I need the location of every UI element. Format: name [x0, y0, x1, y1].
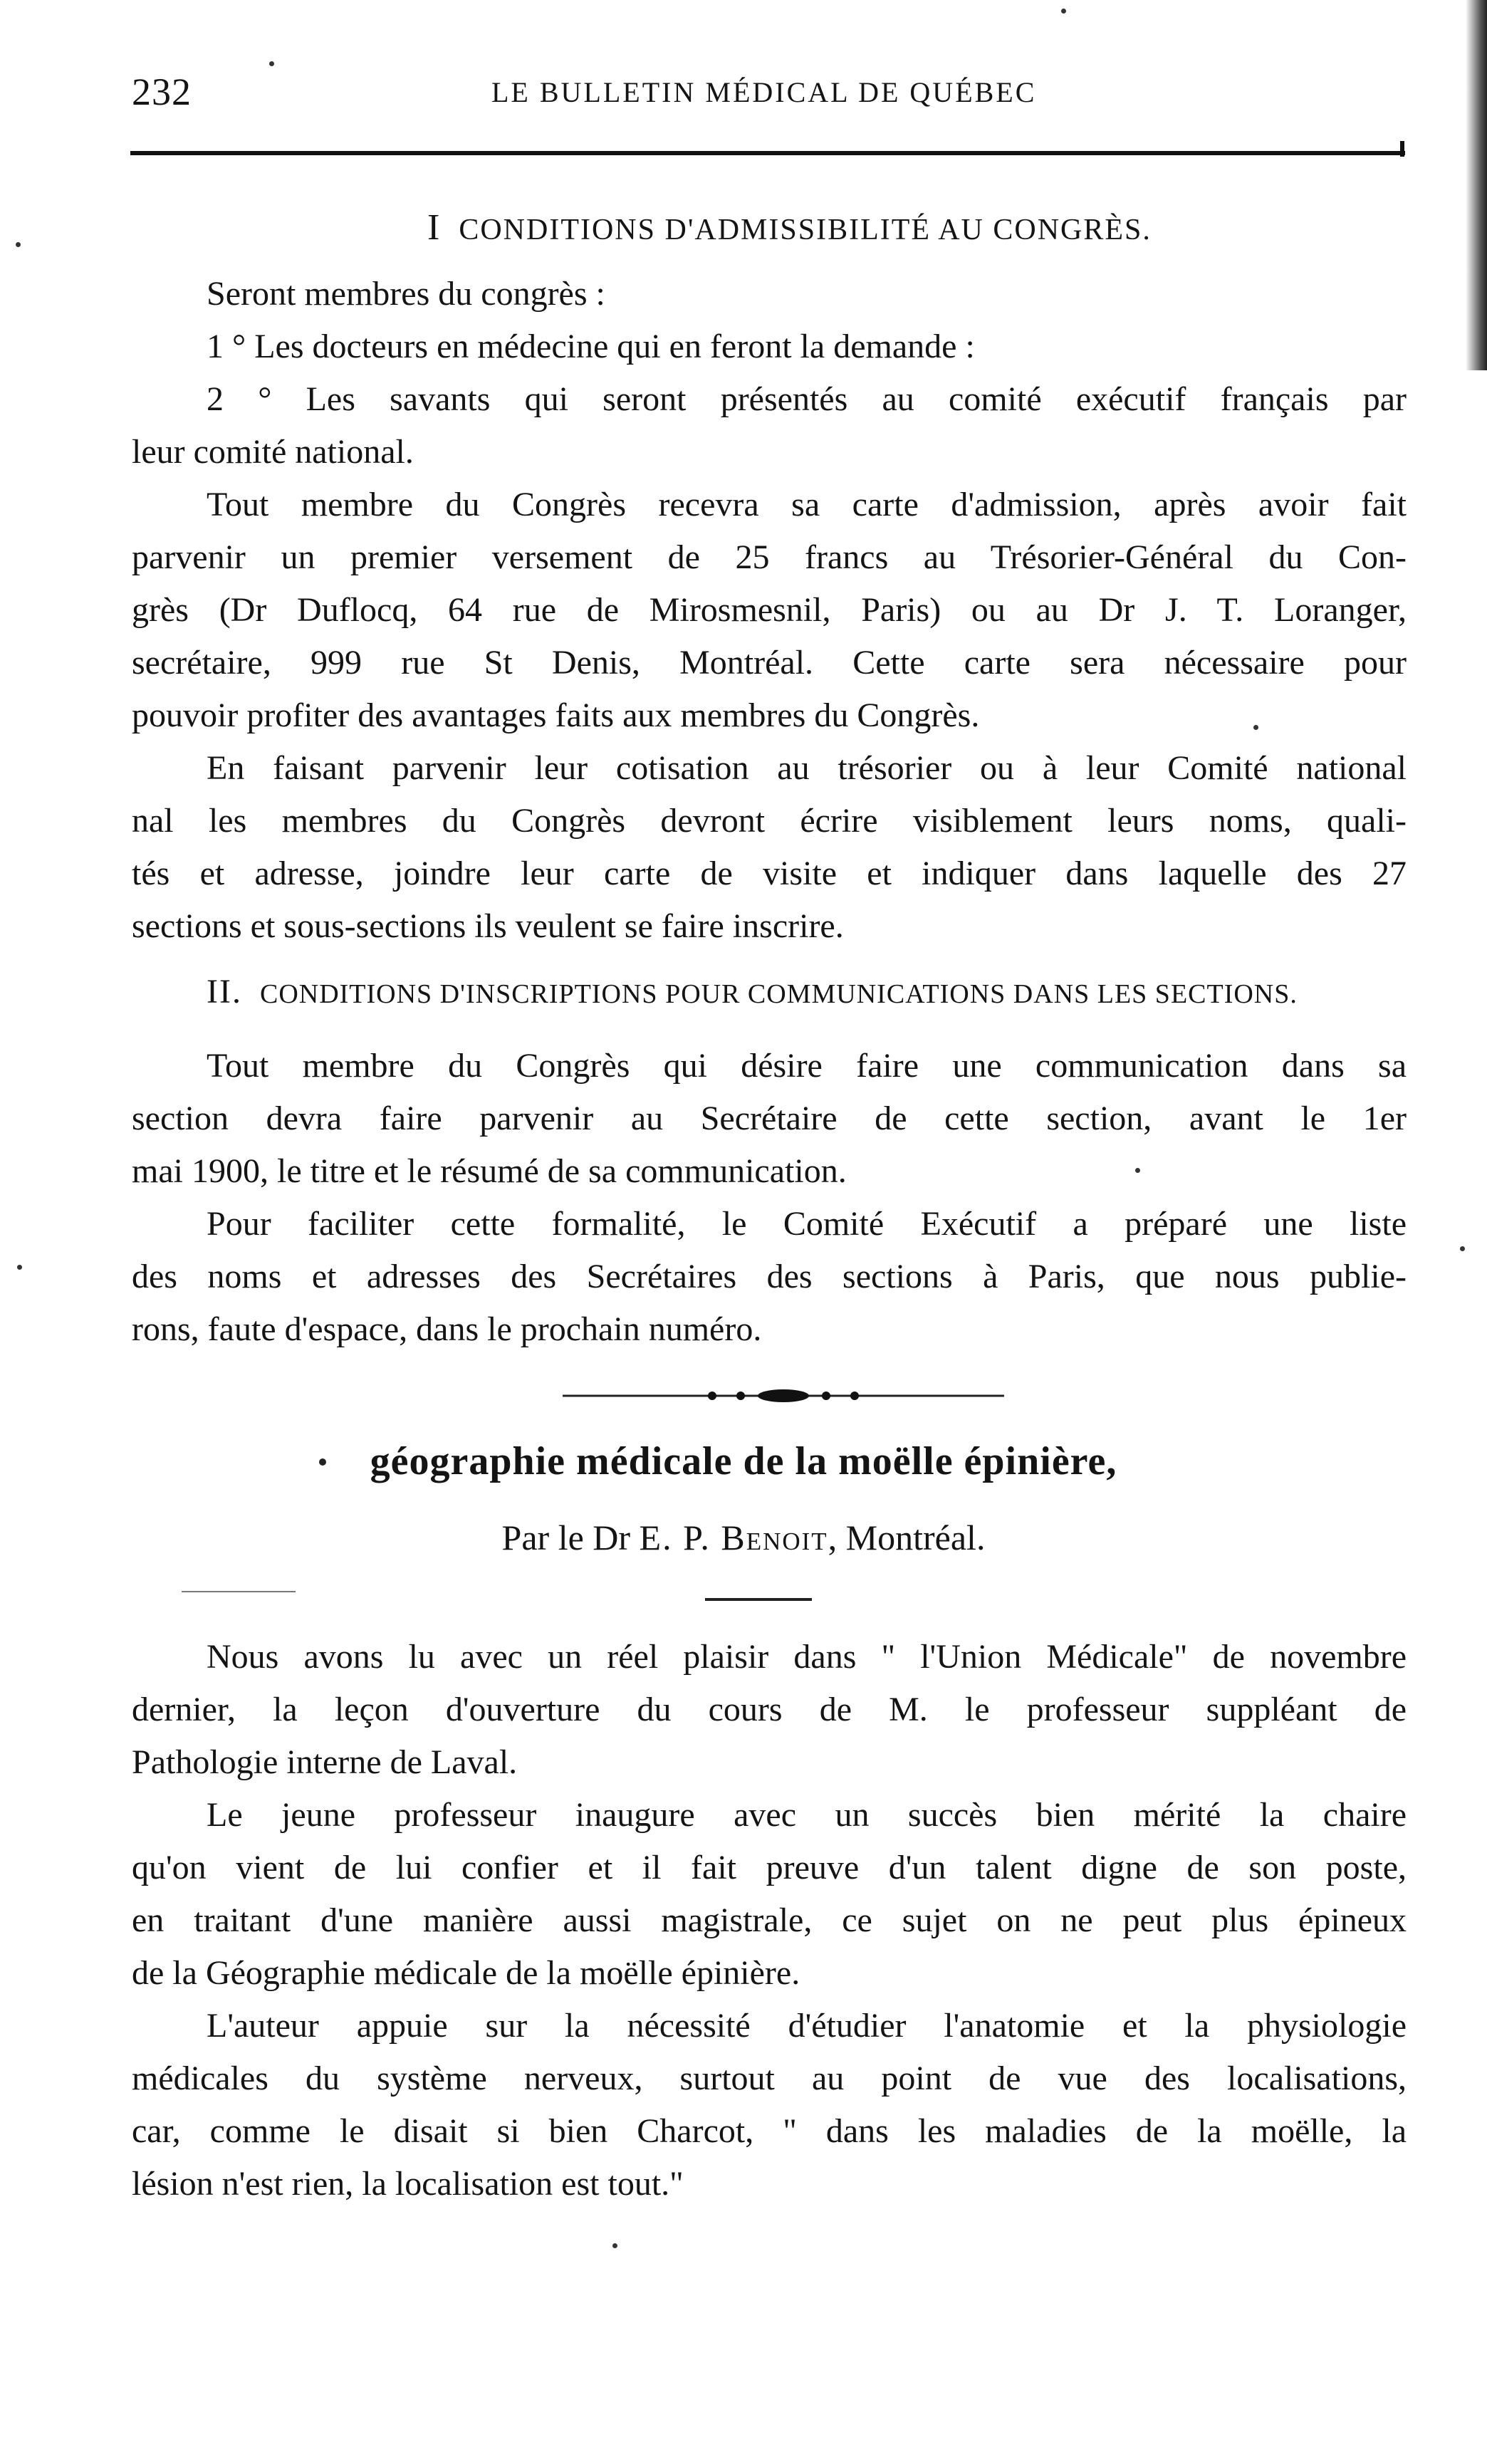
- paragraph-line: dernier, la leçon d'ouverture du cours de M. le professeur suppléant de: [132, 1691, 1407, 1728]
- paragraph-line: Tout membre du Congrès qui désire faire une communication dans sa: [207, 1047, 1407, 1085]
- paragraph-line: Pathologie interne de Laval.: [132, 1743, 518, 1781]
- paragraph-line: section devra faire parvenir au Secrétaire de cette section, avant le 1er: [132, 1100, 1407, 1137]
- paragraph-line: sections et sous-sections ils veulent se faire inscrire.: [132, 907, 844, 945]
- paragraph-line: Pour faciliter cette formalité, le Comité Exécutif a préparé une liste: [207, 1205, 1407, 1243]
- paragraph-line: lésion n'est rien, la localisation est tout.": [132, 2165, 684, 2203]
- paragraph-line: qu'on vient de lui confier et il fait preuve d'un talent digne de son poste,: [132, 1849, 1407, 1886]
- faint-rule: [182, 1591, 296, 1592]
- paragraph-line: 1 ° Les docteurs en médecine qui en feront la demande :: [207, 328, 975, 365]
- scan-speck: [612, 2243, 617, 2248]
- paragraph-line: 2 ° Les savants qui seront présentés au comité exécutif français par: [207, 380, 1407, 418]
- scan-speck: [1061, 9, 1066, 14]
- paragraph-line: parvenir un premier versement de 25 francs au Trésorier-Général du Con-: [132, 538, 1407, 576]
- paragraph-line: secrétaire, 999 rue St Denis, Montréal. Cette carte sera nécessaire pour: [132, 644, 1407, 682]
- article-byline: [0, 1517, 1487, 1558]
- scan-speck: [269, 61, 274, 66]
- section-1-heading: [427, 207, 1152, 249]
- page-number: 232: [132, 71, 192, 113]
- paragraph-line: Le jeune professeur inaugure avec un succès bien mérité la chaire: [207, 1796, 1407, 1834]
- paragraph-line: rons, faute d'espace, dans le prochain numéro.: [132, 1310, 762, 1348]
- section-2-heading: [207, 972, 1298, 1011]
- paragraph-line: de la Géographie médicale de la moëlle épinière.: [132, 1954, 800, 1992]
- article-title: géographie médicale de la moëlle épinière,: [370, 1439, 1117, 1483]
- paragraph-line: car, comme le disait si bien Charcot, " dans les maladies de la moëlle, la: [132, 2112, 1407, 2150]
- scan-speck: [1460, 1246, 1465, 1251]
- paragraph-line: Tout membre du Congrès recevra sa carte d'admission, après avoir fait: [207, 486, 1407, 523]
- header-rule: [130, 151, 1405, 155]
- scan-speck: [16, 242, 21, 247]
- section-2-numeral: II.: [207, 973, 242, 1011]
- page-header: [0, 66, 1487, 122]
- paragraph-line: mai 1900, le titre et le résumé de sa communication.: [132, 1152, 847, 1190]
- header-rule-cap: [1400, 141, 1404, 157]
- paragraph-line: Nous avons lu avec un réel plaisir dans " l'Union Médicale" de novembre: [207, 1638, 1407, 1676]
- paragraph-line: Seront membres du congrès :: [207, 275, 605, 313]
- paragraph-line: médicales du système nerveux, surtout au point de vue des localisations,: [132, 2060, 1407, 2097]
- section-1-title: CONDITIONS D'ADMISSIBILITÉ AU CONGRÈS.: [459, 214, 1152, 246]
- section-2-title: CONDITIONS D'INSCRIPTIONS POUR COMMUNICATIONS DANS LES SECTIONS.: [259, 979, 1298, 1009]
- paragraph-line: en traitant d'une manière aussi magistrale, ce sujet on ne peut plus épineux: [132, 1901, 1407, 1939]
- byline-place: , Montréal.: [828, 1518, 986, 1557]
- running-title: LE BULLETIN MÉDICAL DE QUÉBEC: [491, 76, 1037, 108]
- paragraph-line: nal les membres du Congrès devront écrire visiblement leurs noms, quali-: [132, 802, 1407, 840]
- paragraph-line: L'auteur appuie sur la nécessité d'étudier l'anatomie et la physiologie: [207, 2007, 1407, 2045]
- ornament-divider: [563, 1389, 1004, 1403]
- scan-speck: [17, 1265, 22, 1270]
- paragraph-line: pouvoir profiter des avantages faits aux membres du Congrès.: [132, 696, 980, 734]
- byline-prefix: Par le Dr: [501, 1518, 631, 1557]
- paragraph-line: En faisant parvenir leur cotisation au trésorier ou à leur Comité national: [207, 749, 1407, 787]
- section-1-numeral: I: [427, 207, 442, 248]
- byline-rule: [705, 1598, 812, 1601]
- paragraph-line: des noms et adresses des Secrétaires des sections à Paris, que nous publie-: [132, 1258, 1407, 1295]
- scan-speck: [1135, 1168, 1140, 1173]
- paragraph-line: leur comité national.: [132, 433, 414, 471]
- scan-speck: [1253, 725, 1258, 730]
- paragraph-line: tés et adresse, joindre leur carte de visite et indiquer dans laquelle des 27: [132, 855, 1407, 892]
- paragraph-line: grès (Dr Duflocq, 64 rue de Mirosmesnil, Paris) ou au Dr J. T. Loranger,: [132, 591, 1407, 629]
- page-edge-shadow: [1466, 0, 1487, 370]
- byline-author: E. P. Benoit: [639, 1518, 828, 1557]
